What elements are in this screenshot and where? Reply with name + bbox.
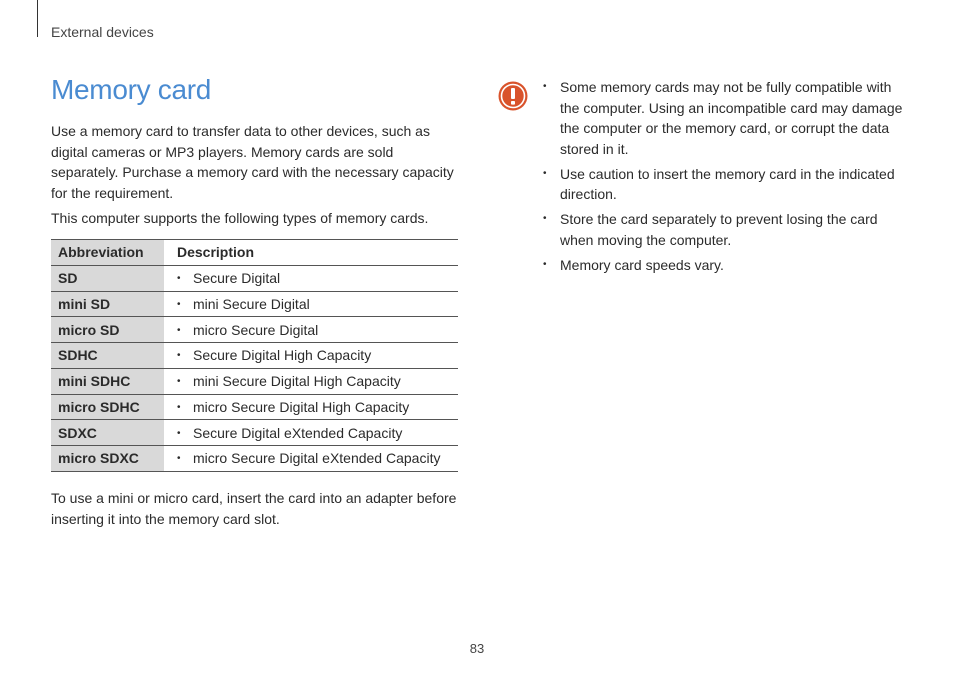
row-abbreviation: SDHC	[51, 343, 164, 369]
adapter-note: To use a mini or micro card, insert the card into an adapter before inserting it into the memory card slot.	[51, 490, 457, 527]
table-header-row	[51, 240, 458, 266]
table-row	[51, 420, 458, 446]
bullet-icon: •	[543, 258, 547, 270]
bullet-icon: •	[177, 401, 181, 413]
bullet-icon: •	[177, 376, 181, 388]
row-description	[164, 291, 458, 317]
bullet-icon: •	[543, 213, 547, 224]
row-abbreviation: SD	[51, 265, 164, 291]
column-header-description: Description	[164, 240, 458, 266]
row-description	[164, 420, 458, 446]
section-label: External devices	[51, 24, 154, 40]
table-row	[51, 317, 458, 343]
description-text: Secure Digital High Capacity	[193, 347, 372, 364]
caution-item	[540, 164, 910, 205]
intro-paragraph: Use a memory card to transfer data to other devices, such as digital cameras or MP3 players. Memory cards are sold separately. Purchase a memory card with the necessary capacity for the requirement.	[51, 123, 454, 201]
row-abbreviation: SDXC	[51, 420, 164, 446]
description-text: micro Secure Digital	[193, 321, 319, 338]
bullet-icon: •	[177, 273, 181, 285]
caution-text: Store the card separately to prevent losing the card when moving the computer.	[560, 211, 878, 248]
description-text: micro Secure Digital High Capacity	[193, 398, 410, 415]
bullet-icon: •	[177, 350, 181, 362]
bullet-icon: •	[177, 324, 181, 336]
row-abbreviation: mini SD	[51, 291, 164, 317]
header-rule	[37, 0, 38, 37]
row-abbreviation: micro SDXC	[51, 446, 164, 472]
bullet-icon: •	[177, 427, 181, 439]
bullet-icon: •	[543, 167, 547, 179]
caution-item	[540, 209, 910, 250]
caution-text: Some memory cards may not be fully compatible with the computer. Using an incompatible card may damage the computer or the memory card, or corrupt the data stored in it.	[560, 79, 903, 157]
page-title: Memory card	[51, 74, 212, 105]
row-abbreviation: mini SDHC	[51, 368, 164, 394]
caution-item	[540, 77, 910, 159]
table-row	[51, 343, 458, 369]
row-description	[164, 317, 458, 343]
description-text: micro Secure Digital eXtended Capacity	[193, 450, 441, 467]
caution-list	[540, 77, 910, 280]
bullet-icon: •	[177, 298, 181, 310]
row-description	[164, 446, 458, 472]
description-text: Secure Digital	[193, 270, 281, 287]
table-row	[51, 446, 458, 472]
caution-item	[540, 255, 910, 276]
row-description	[164, 394, 458, 420]
bullet-icon: •	[177, 453, 181, 465]
memory-card-types-table	[51, 239, 458, 472]
bullet-icon: •	[543, 81, 547, 92]
row-abbreviation: micro SD	[51, 317, 164, 343]
row-description	[164, 265, 458, 291]
supports-paragraph: This computer supports the following types of memory cards.	[51, 210, 429, 226]
description-text: mini Secure Digital High Capacity	[193, 373, 401, 390]
page-number: 83	[469, 641, 485, 656]
table-row	[51, 394, 458, 420]
column-header-abbreviation: Abbreviation	[51, 240, 164, 266]
description-text: mini Secure Digital	[193, 295, 310, 312]
table-row	[51, 291, 458, 317]
table-row	[51, 368, 458, 394]
description-text: Secure Digital eXtended Capacity	[193, 424, 403, 441]
table-row	[51, 265, 458, 291]
caution-text: Use caution to insert the memory card in the indicated direction.	[560, 165, 895, 202]
caution-text: Memory card speeds vary.	[560, 256, 724, 273]
row-description	[164, 368, 458, 394]
warning-icon	[497, 80, 529, 112]
row-abbreviation: micro SDHC	[51, 394, 164, 420]
row-description	[164, 343, 458, 369]
